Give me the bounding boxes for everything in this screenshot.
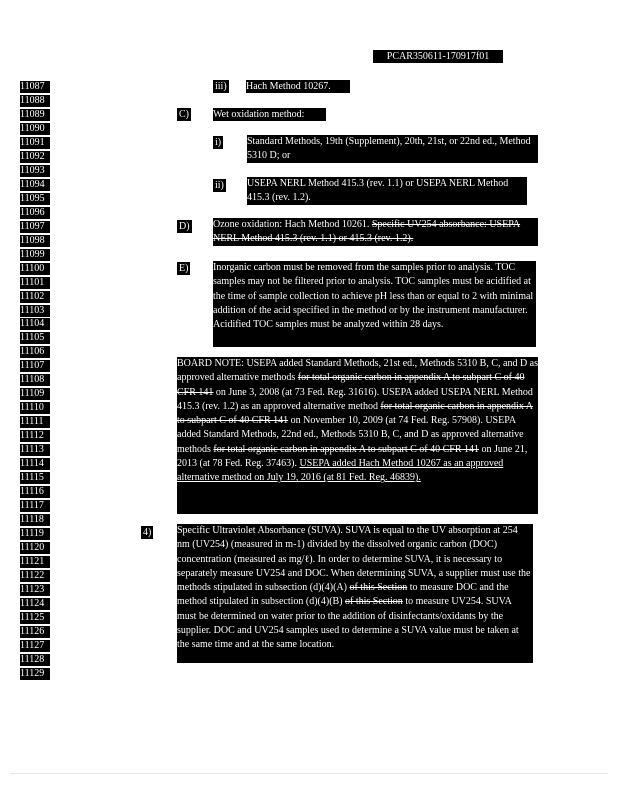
board-note-text-1: BOARD NOTE: USEPA added Standard Methods, 21st ed., Methods 5310 B, C, and D as approved alternative methods	[177, 358, 538, 384]
line-number: 11111	[20, 416, 50, 428]
line-number: 11103	[20, 305, 50, 317]
board-note-underlined: USEPA added Hach Method 10267 as an approved alternative method on July 19, 2016 (at 81 Fed. Reg. 46839).	[177, 458, 504, 484]
item-text-4	[177, 524, 533, 663]
item-text-E: Inorganic carbon must be removed from the samples prior to analysis. TOC samples may not be filtered prior to analysis. TOC samples must be acidified at the time of sample collection to achieve pH less than or equal to 2 with minimal addition of the acid specified in the method or by the instrument manufacturer. Acidified TOC samples must be analyzed within 28 days.	[213, 261, 536, 347]
line-number: 11122	[20, 570, 50, 582]
item-text-C-i: Standard Methods, 19th (Supplement), 20th, 21st, or 22nd ed., Method 5310 D; or	[247, 135, 538, 163]
line-number: 11125	[20, 612, 50, 624]
line-number: 11105	[20, 332, 50, 344]
line-number: 11123	[20, 584, 50, 596]
item-text-iii: Hach Method 10267.	[246, 80, 350, 93]
item-4-text-b: to measure DOC and the method stipulated in subsection (d)(4)(B)	[177, 582, 509, 608]
line-number: 11102	[20, 291, 50, 303]
line-number: 11100	[20, 263, 50, 275]
item-label-C-ii: ii)	[215, 180, 224, 191]
item-4-struck-b: of this Section	[345, 596, 403, 608]
line-number: 11108	[20, 374, 50, 386]
line-number: 11112	[20, 430, 50, 442]
line-number: 11109	[20, 388, 50, 400]
line-number: 11121	[20, 556, 50, 568]
line-number: 11106	[20, 346, 50, 358]
board-note	[177, 357, 538, 514]
line-number: 11113	[20, 444, 50, 456]
item-text-D-struck: Specific UV254 absorbance: USEPA NERL Method 415.3 (rev. 1.1) or 415.3 (rev. 1.2).	[213, 219, 521, 245]
line-number: 11094	[20, 179, 50, 191]
item-text-C-ii: USEPA NERL Method 415.3 (rev. 1.1) or USEPA NERL Method 415.3 (rev. 1.2).	[247, 177, 527, 205]
line-number: 11128	[20, 654, 50, 666]
footer-rule	[10, 773, 608, 774]
line-number: 11116	[20, 486, 50, 498]
line-number: 11110	[20, 402, 50, 414]
item-4-struck-a: of this Section	[349, 582, 408, 594]
item-label-C: C)	[179, 109, 189, 120]
line-number: 11114	[20, 458, 50, 470]
line-number: 11088	[20, 95, 50, 107]
line-number: 11126	[20, 626, 50, 638]
line-number: 11096	[20, 207, 50, 219]
board-note-struck-2: for total organic carbon in appendix A to subpart C of 40 CFR 141	[177, 400, 534, 427]
item-4-text-c: to measure UV254. SUVA must be determined on water prior to the addition of disinfectants/oxidants by the supplier. DOC and UV254 samples used to determine a SUVA value must be taken at the same time and at the same location.	[177, 596, 519, 651]
board-note-struck-1: for total organic carbon in appendix A to subpart C of 40 CFR 141	[177, 372, 525, 398]
line-number: 11087	[20, 81, 50, 93]
board-note-text-1b: on June 3, 2008 (at 73 Fed. Reg. 31616). USEPA added USEPA NERL Method 415.3 (rev. 1.2) as an approved alternative method	[177, 386, 533, 412]
item-label-D: D)	[179, 221, 190, 232]
item-text-D-main: Ozone oxidation: Hach Method 10261.	[213, 219, 370, 230]
document-code: PCAR350611-170917f01	[373, 50, 503, 63]
item-4-text-a: Specific Ultraviolet Absorbance (SUVA). SUVA is equal to the UV absorption at 254 nm (UV254) (measured in m-1) divided by the dissolved organic carbon (DOC) concentration (measured as mg/ℓ). In order to determine SUVA, it is necessary to separately measure UV254 and DOC. When determining SUVA, a supplier must use the methods stipulated in subsection (d)(4)(A)	[177, 525, 531, 594]
line-number: 11119	[20, 528, 50, 540]
line-number: 11115	[20, 472, 50, 484]
line-number: 11091	[20, 137, 50, 149]
line-number: 11124	[20, 598, 50, 610]
line-number: 11099	[20, 249, 50, 261]
item-text-D	[213, 218, 538, 246]
board-note-text-3: on June 21, 2013 (at 78 Fed. Reg. 37463).	[177, 443, 528, 470]
line-number: 11127	[20, 640, 50, 652]
board-note-text-2: on November 10, 2009 (at 74 Fed. Reg. 57908). USEPA added Standard Methods, 22nd ed., Methods 5310 B, C, and D as approved alternative methods	[177, 415, 524, 455]
line-number: 11090	[20, 123, 50, 135]
line-number: 11093	[20, 165, 50, 177]
item-label-C-i: i)	[215, 137, 222, 148]
item-label-E: E)	[179, 263, 189, 274]
line-number: 11104	[20, 318, 50, 330]
line-number: 11097	[20, 221, 50, 233]
line-number: 11120	[20, 542, 50, 554]
item-label-iii: iii)	[215, 81, 227, 92]
line-number: 11129	[20, 668, 50, 680]
line-number: 11092	[20, 151, 50, 163]
line-number: 11095	[20, 193, 50, 205]
line-number: 11107	[20, 360, 50, 372]
line-number: 11098	[20, 235, 50, 247]
line-number: 11117	[20, 500, 50, 512]
item-text-C: Wet oxidation method:	[213, 108, 326, 121]
line-number: 11089	[20, 109, 50, 121]
line-number: 11101	[20, 277, 50, 289]
item-label-4: 4)	[143, 527, 152, 538]
line-number: 11118	[20, 514, 50, 526]
board-note-struck-3: for total organic carbon in appendix A to subpart C of 40 CFR 141	[213, 443, 480, 455]
